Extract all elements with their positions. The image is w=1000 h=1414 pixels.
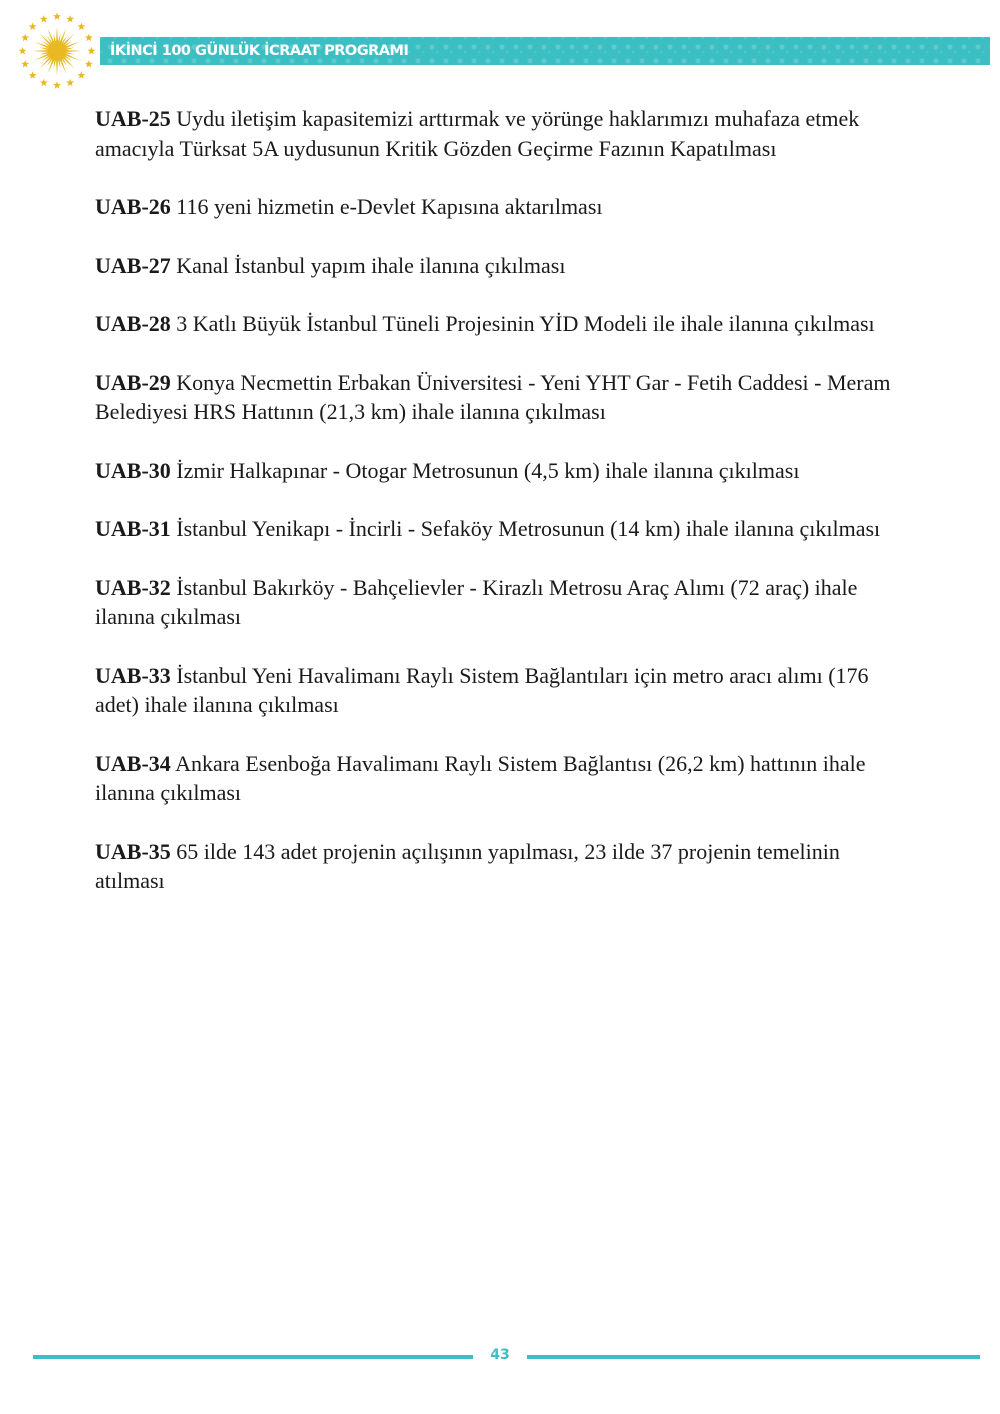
list-item: [95, 104, 895, 163]
seal-star: [66, 15, 74, 22]
item-code: UAB-35: [95, 838, 171, 864]
seal-star: [85, 60, 93, 67]
page-header: [0, 0, 1000, 95]
seal-star: [29, 23, 37, 30]
list-item: [95, 309, 895, 339]
list-item: [95, 368, 895, 427]
seal-star: [77, 23, 85, 30]
item-text: Ankara Esenboğa Havalimanı Raylı Sistem Bağlantısı (26,2 km) hattının ihale ilanına çıkılması: [95, 750, 866, 805]
sun-ray: [56, 26, 58, 44]
list-item: [95, 251, 895, 281]
list-item: [95, 661, 895, 720]
seal-star: [19, 47, 27, 54]
item-code: UAB-32: [95, 574, 171, 600]
seal-star: [66, 79, 74, 86]
item-text: 65 ilde 143 adet projenin açılışının yapılması, 23 ilde 37 projenin temelinin atılması: [95, 838, 840, 893]
item-text: Uydu iletişim kapasitemizi arttırmak ve yörünge haklarımızı muhafaza etmek amacıyla Türksat 5A uydusunun Kritik Gözden Geçirme Fazının Kapatılması: [95, 106, 860, 161]
seal-star: [21, 34, 29, 41]
footer-rule-left: [33, 1355, 473, 1359]
list-item: [95, 573, 895, 632]
document-body: [95, 104, 895, 925]
item-text: 3 Katlı Büyük İstanbul Tüneli Projesinin YİD Modeli ile ihale ilanına çıkılması: [176, 311, 875, 336]
presidential-seal-icon: [16, 10, 98, 92]
item-code: UAB-33: [95, 662, 171, 688]
item-code: UAB-34: [95, 750, 171, 776]
item-text: İstanbul Yeni Havalimanı Raylı Sistem Bağlantıları için metro aracı alımı (176 adet) ihale ilanına çıkılması: [95, 662, 869, 717]
item-text: Konya Necmettin Erbakan Üniversitesi - Yeni YHT Gar - Fetih Caddesi - Meram Belediyesi HRS Hattının (21,3 km) ihale ilanına çıkılması: [95, 369, 891, 424]
sun-ray: [63, 50, 81, 52]
sun-center: [50, 44, 65, 59]
item-text: İstanbul Yenikapı - İncirli - Sefaköy Metrosunun (14 km) ihale ilanına çıkılması: [176, 516, 881, 541]
seal-star: [21, 60, 29, 67]
seal-star: [53, 81, 61, 88]
seal-star: [85, 34, 93, 41]
item-code: UAB-27: [95, 252, 171, 278]
item-code: UAB-31: [95, 516, 171, 541]
program-title: İKİNCİ 100 GÜNLÜK İCRAAT PROGRAMI: [110, 43, 409, 59]
seal-star: [40, 79, 48, 86]
list-item: [95, 192, 895, 222]
item-text: İzmir Halkapınar - Otogar Metrosunun (4,5 km) ihale ilanına çıkılması: [176, 457, 800, 483]
sun-ray: [56, 57, 58, 75]
item-code: UAB-30: [95, 457, 171, 483]
program-banner: [100, 37, 990, 65]
seal-star: [40, 15, 48, 22]
item-code: UAB-26: [95, 194, 171, 219]
item-text: Kanal İstanbul yapım ihale ilanına çıkılması: [176, 252, 566, 278]
sun-ray: [32, 50, 50, 52]
item-code: UAB-25: [95, 106, 171, 131]
list-item: [95, 837, 895, 896]
seal-star: [29, 71, 37, 78]
page-number: 43: [490, 1347, 510, 1363]
item-text: İstanbul Bakırköy - Bahçelievler - Kirazlı Metrosu Araç Alımı (72 araç) ihale ilanına çıkılması: [95, 574, 858, 629]
seal-star: [88, 47, 96, 54]
seal-star: [77, 71, 85, 78]
list-item: [95, 514, 895, 544]
item-code: UAB-28: [95, 311, 171, 336]
item-text: 116 yeni hizmetin e-Devlet Kapısına aktarılması: [176, 194, 603, 219]
seal-star: [53, 12, 61, 19]
list-item: [95, 456, 895, 486]
list-item: [95, 749, 895, 808]
footer-rule-right: [527, 1355, 980, 1359]
item-code: UAB-29: [95, 369, 171, 395]
